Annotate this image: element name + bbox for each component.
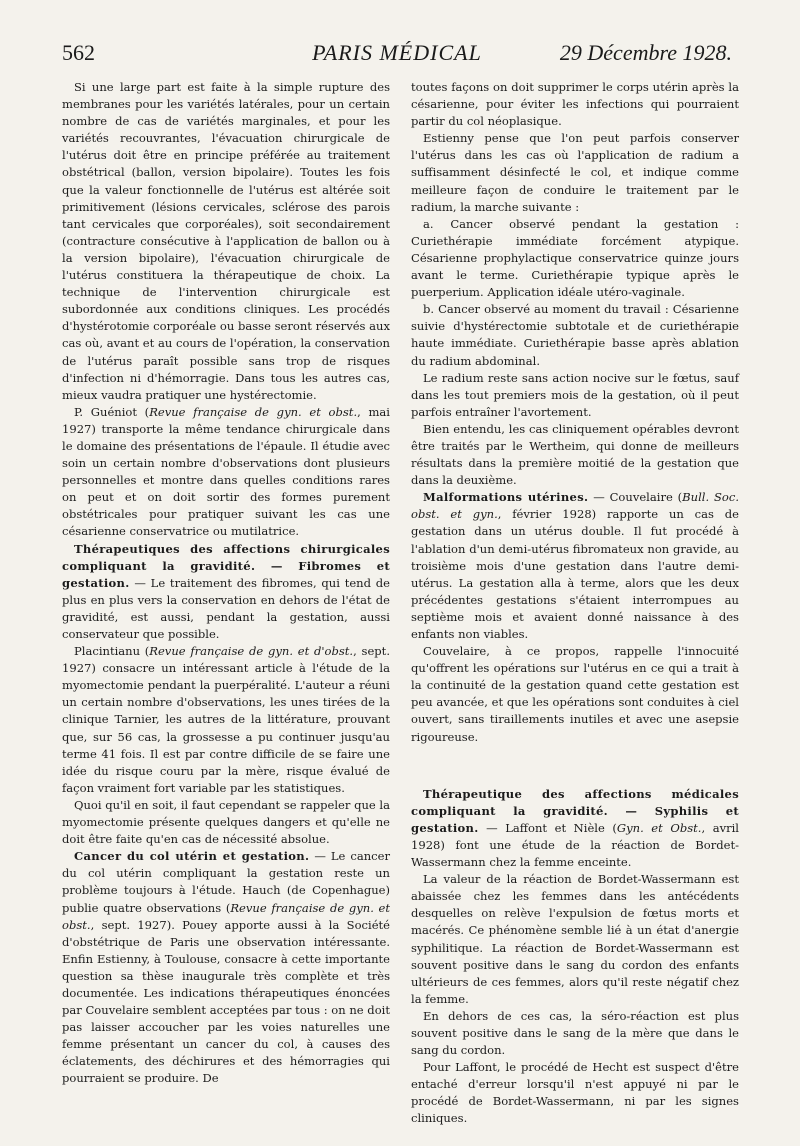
paragraph-text: , février 1928) rapporte un cas de gestation dans un utérus double. Il fut procédé à l'ablation d'un demi-utérus fibromateux non gravide, au troisième mois d'une gestation dans l'autre demi-utérus. La gestation alla à terme, alors que les deux précédentes gestations s'étaient interrompues au septième mois et avaient donné naissance à des enfants non viables.	[411, 507, 739, 641]
right-column	[411, 79, 739, 1128]
paragraph: Le radium reste sans action nocive sur le fœtus, sauf dans les tout premiers mois de la gestation, où il peut parfois entraîner l'avortement.	[411, 370, 739, 419]
page-number: 562	[62, 40, 95, 65]
paragraph	[62, 848, 390, 1087]
section-heading: Thérapeutiques des affections chirurgicales compliquant la gravidité. — Fibromes et gestation.	[62, 541, 390, 590]
paragraph-text: , sept. 1927). Pouey apporte aussi à la Société d'obstétrique de Paris une observation intéressante. Enfin Estienny, à Toulouse, consacre à cette importante question sa thèse inaugurale très complète et très documentée. Les indications thérapeutiques énoncées par Couvelaire semblent acceptées par tous : on ne doit pas laisser accoucher par les voies naturelles une femme présentant un cancer du col, à causes des éclatements, des déchirures et des hémorragies qui pourraient se produire. De	[62, 917, 390, 1086]
paragraph-text: — Le cancer du col utérin compliquant la gestation reste un problème toujours à l'étude. Hauch (de Copenhague) publie quatre observations (	[62, 849, 390, 915]
paragraph	[62, 541, 390, 644]
issue-date: 29 Décembre 1928.	[559, 40, 732, 65]
paragraph	[411, 786, 739, 871]
section-heading: Cancer du col utérin et gestation.	[74, 849, 310, 864]
paragraph: Estienny pense que l'on peut parfois conserver l'utérus dans les cas où l'application de radium a suffisamment désinfecté le col, et indique comme meilleure façon de conduire le traitement par le radium, la marche suivante :	[411, 131, 739, 214]
list-item: a. Cancer observé pendant la gestation : Curiethérapie immédiate forcément atypique. Césarienne prophylactique conservatrice quinze jours avant le terme. Curiethérapie typique après le puerperium. Application idéale utéro-vaginale.	[411, 216, 739, 300]
paragraph-text: , avril 1928) font une étude de la réaction de Bordet-Wassermann chez la femme enceinte.	[411, 820, 740, 870]
paragraph: Couvelaire, à ce propos, rappelle l'innocuité qu'offrent les opérations sur l'utérus en ce qui a trait à la continuité de la gestation quand cette gestation est peu avancée, et que les opérations sont conduites à ciel ouvert, sans tiraillements inutiles et avec une asepsie rigoureuse.	[411, 644, 739, 744]
list-item: b. Cancer observé au moment du travail : Césarienne suivie d'hystérectomie subtotale et de curiethérapie haute immédiate. Curiethérapie basse après ablation du radium abdominal.	[411, 302, 739, 368]
left-column	[62, 79, 390, 1088]
paragraph: Bien entendu, les cas cliniquement opérables devront être traités par le Wertheim, qui donne de meilleurs résultats dans la première moitié de la gestation que dans la deuxième.	[411, 421, 739, 488]
citation: Revue française de gyn. et obst.	[62, 900, 391, 932]
paragraph-text: — Laffont et Nièle (	[478, 820, 617, 835]
citation: Revue française de gyn. et obst.	[149, 404, 358, 419]
paragraph-text: , sept. 1927) consacre un intéressant article à l'étude de la myomectomie pendant la puerpéralité. L'auteur a réuni un certain nombre d'observations, les unes tirées de la clinique Tarnier, les autres de la littérature, prouvant que, sur 56 cas, la grossesse a pu continuer jusqu'au terme 41 fois. Il est par contre difficile de se faire une idée du risque couru par la mère, risque évalué de façon vraiment fort variable par les statistiques.	[62, 644, 390, 795]
paragraph: toutes façons on doit supprimer le corps utérin après la césarienne, pour éviter les infections qui pourraient partir du col néoplasique.	[411, 80, 739, 129]
section-gap	[411, 746, 739, 786]
author: P. Guéniot (	[74, 404, 150, 419]
paragraph: La valeur de la réaction de Bordet-Wassermann est abaissée chez les femmes dans les antécédents desquelles on relève l'expulsion de fœtus morts et macérés. Ce phénomène semble lié à un état d'anergie syphilitique. La réaction de Bordet-Wassermann est souvent positive dans le sang du cordon des enfants ultérieurs de ces femmes, alors qu'il reste négatif chez la femme.	[411, 872, 739, 1006]
journal-title: PARIS MÉDICAL	[312, 40, 482, 65]
paragraph-text: — Couvelaire (	[588, 490, 683, 505]
citation: Revue française de gyn. et d'obst.	[149, 644, 354, 659]
paragraph	[411, 489, 739, 643]
section-heading: Thérapeutique des affections médicales compliquant la gravidité. — Syphilis et gestation.	[411, 786, 739, 835]
paragraph: Si une large part est faite à la simple rupture des membranes pour les variétés latérales, pour un certain nombre de cas de variétés marginales, et pour les variétés recouvrantes, l'évacuation chirurgicale de l'utérus doit être en principe préférée au traitement obstétrical (ballon, version bipolaire). Toutes les fois que la valeur fonctionnelle de l'utérus est altérée soit primitivement (lésions cervicales, sclérose des parois tant cervicales que corporéales), soit secondairement (contracture consécutive à l'application de ballon ou à la version bipolaire), l'évacuation chirurgicale de l'utérus constituera la thérapeutique de choix. La technique de l'intervention chirurgicale est subordonnée aux conditions cliniques. Les procédés d'hystérotomie corporéale ou basse seront réservés aux cas où, avant et au cours de l'opération, la conservation de l'utérus paraît possible sans trop de risques d'infection ni d'hémorragie. Dans tous les autres cas, mieux vaudra pratiquer une hystérectomie.	[62, 80, 390, 402]
paragraph: En dehors de ces cas, la séro-réaction est plus souvent positive dans le sang de la mère que dans le sang du cordon.	[411, 1008, 739, 1058]
citation: Gyn. et Obst.	[616, 820, 702, 835]
section-heading: Malformations utérines.	[423, 490, 589, 505]
paragraph	[62, 404, 390, 541]
paragraph-text: — Le traitement des fibromes, qui tend de plus en plus vers la conservation en dehors de l'état de gravidité, est aussi, pendant la gestation, aussi conservateur que possible.	[62, 575, 390, 641]
paragraph	[62, 643, 390, 797]
citation: Bull. Soc. obst. et gyn.	[411, 490, 739, 522]
paragraph: Pour Laffont, le procédé de Hecht est suspect d'être entaché d'erreur lorsqu'il n'est appuyé ni par le procédé de Bordet-Wassermann, ni par les signes cliniques.	[411, 1060, 739, 1126]
page-header	[62, 40, 732, 70]
author: Placintianu (	[74, 644, 150, 659]
paragraph: Quoi qu'il en soit, il faut cependant se rappeler que la myomectomie présente quelques dangers et qu'elle ne doit être faite qu'en cas de nécessité absolue.	[62, 797, 390, 847]
paragraph-text: , mai 1927) transporte la même tendance chirurgicale dans le domaine des présentations de l'épaule. Il étudie avec soin un certain nombre d'observations dont plusieurs personnelles et montre dans quelles conditions rares on peut et on doit sortir des formes purement obstétricales pour pratiquer suivant les cas une césarienne conservatrice ou mutilatrice.	[62, 404, 391, 539]
